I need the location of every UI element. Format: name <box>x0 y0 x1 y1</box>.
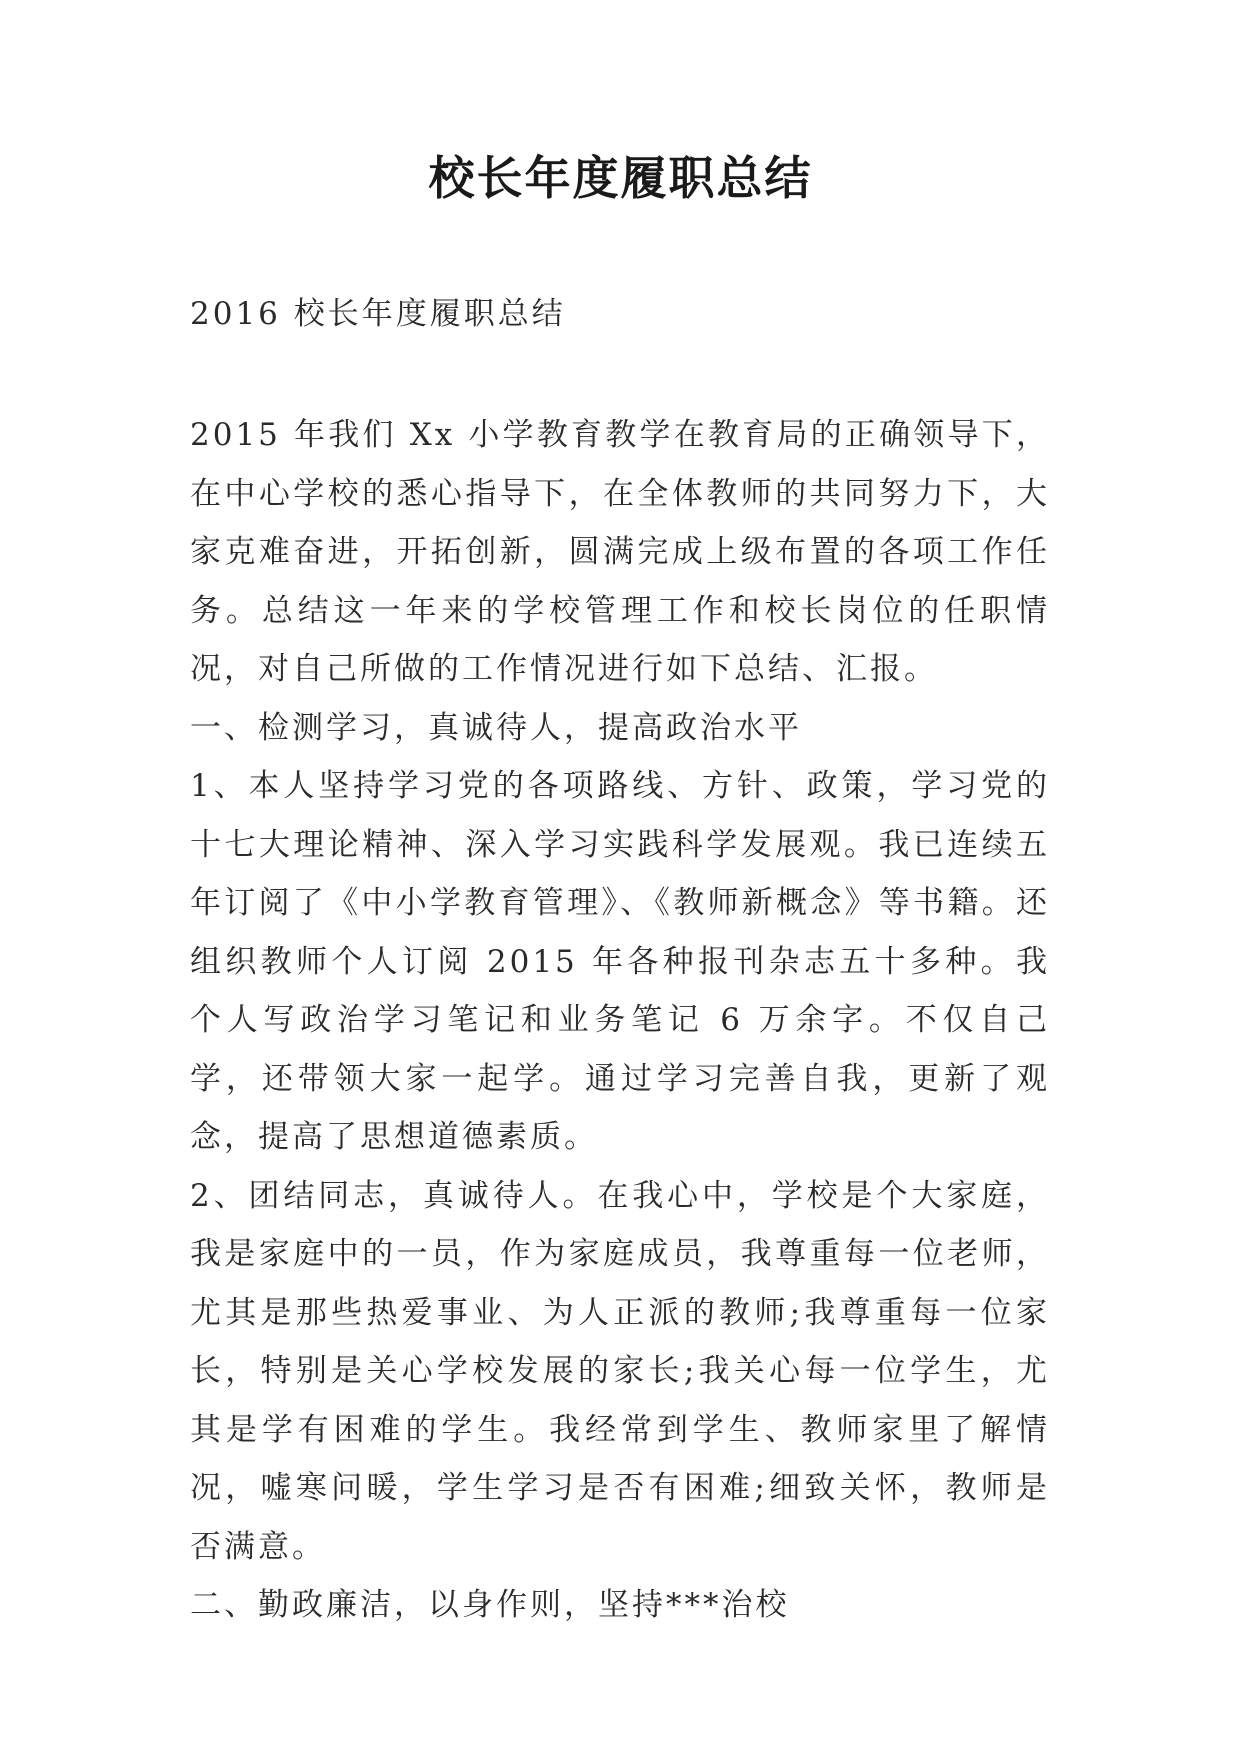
document-subtitle: 2016 校长年度履职总结 <box>190 296 566 332</box>
paragraph-study: 1、本人坚持学习党的各项路线、方针、政策，学习党的十七大理论精神、深入学习实践科学发展观。我已连续五年订阅了《中小学教育管理》、《教师新概念》等书籍。还组织教师个人订阅 2015 年各种报刊杂志五十多种。我个人写政治学习笔记和业务笔记 6 万余字。不仅自己学，还带领大家一起学。通过学习完善自我，更新了观念，提高了思想道德素质。 <box>190 768 1050 1155</box>
document-title: 校长年度履职总结 <box>428 151 813 205</box>
section-heading-2: 二、勤政廉洁，以身作则，坚持***治校 <box>190 1587 790 1623</box>
paragraph-unity: 2、团结同志，真诚待人。在我心中，学校是个大家庭，我是家庭中的一员，作为家庭成员，我尊重每一位老师，尤其是那些热爱事业、为人正派的教师;我尊重每一位家长，特别是关心学校发展的家长;我关心每一位学生，尤其是学有困难的学生。我经常到学生、教师家里了解情况，嘘寒问暖，学生学习是否有困难;细致关怀，教师是否满意。 <box>190 1177 1050 1565</box>
document-body <box>190 406 1050 1635</box>
section-heading-1: 一、检测学习，真诚待人，提高政治水平 <box>190 709 802 746</box>
paragraph-intro: 2015 年我们 Xx 小学教育教学在教育局的正确领导下，在中心学校的悉心指导下，在全体教师的共同努力下，大家克难奋进，开拓创新，圆满完成上级布置的各项工作任务。总结这一年来的学校管理工作和校长岗位的任职情况，对自己所做的工作情况进行如下总结、汇报。 <box>190 417 1050 687</box>
